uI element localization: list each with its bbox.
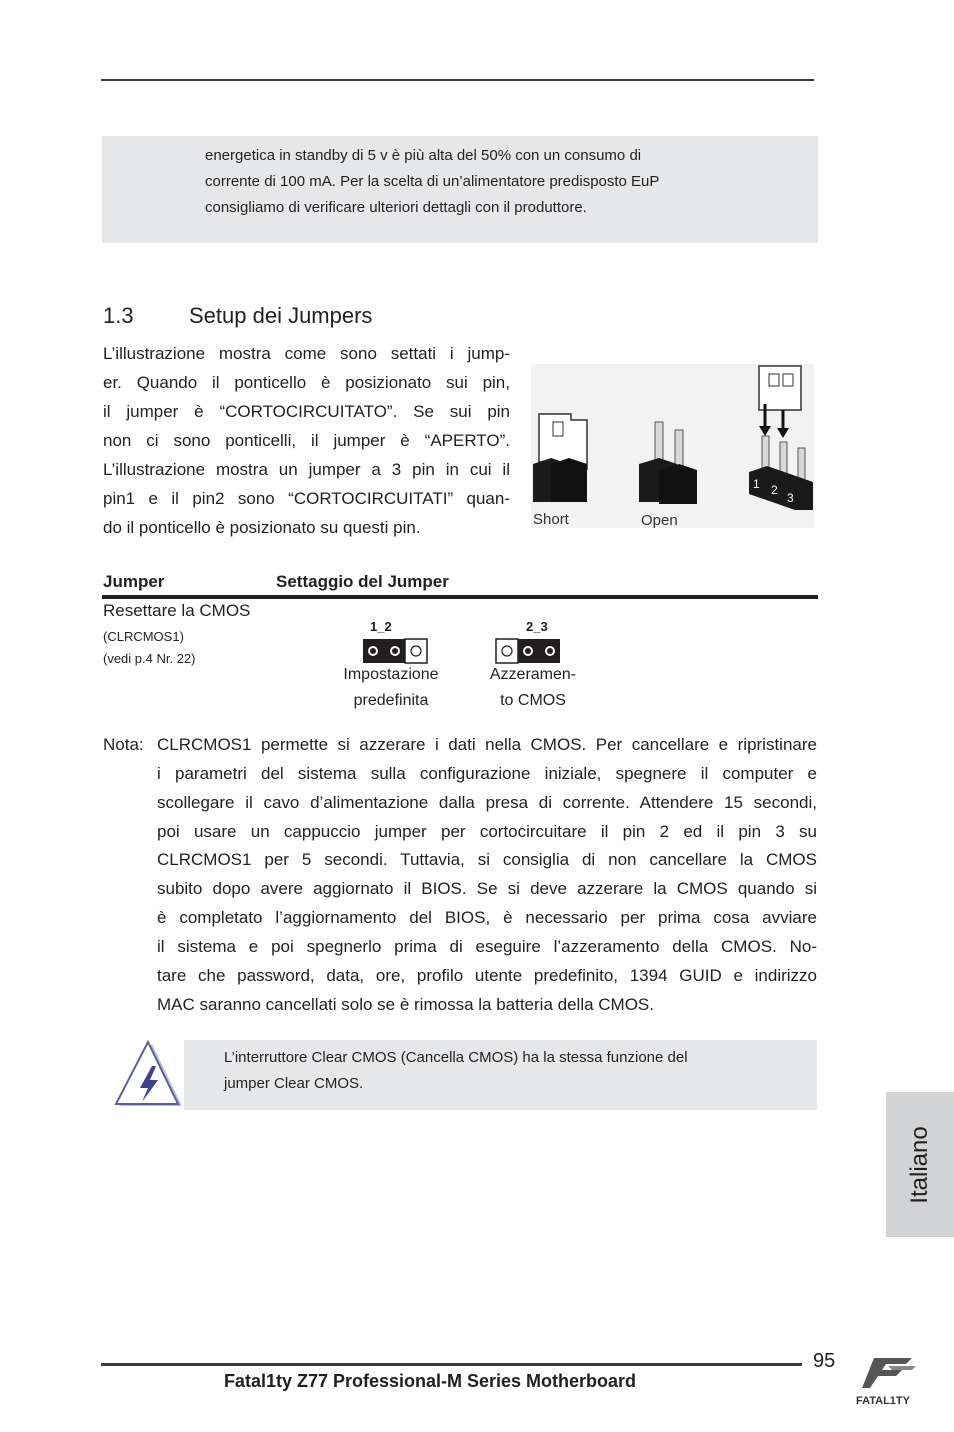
note-line: poi usare un cappuccio jumper per cortocircuitare il pin 2 ed il pin 3 su [157, 822, 817, 841]
pin-setting-label: 2_3 [526, 619, 548, 634]
intro-paragraph [103, 339, 510, 542]
jumper-page-ref: (vedi p.4 Nr. 22) [103, 651, 196, 666]
jumper-setting-1-2-icon [362, 638, 430, 664]
jumper-setting-2-3-icon [494, 638, 562, 664]
jumper-id: (CLRCMOS1) [103, 629, 184, 644]
note-line: CLRCMOS1 per 5 secondi. Tuttavia, si consiglia di non cancellare la CMOS [157, 850, 817, 869]
fatal1ty-logo [852, 1352, 936, 1410]
note-line: scollegare il cavo d’alimentazione dalla presa di corrente. Attendere 15 secondi, [157, 793, 817, 812]
open-label: Open [641, 512, 678, 528]
language-tab-label: Italiano [906, 1125, 933, 1204]
top-note-line: consigliamo di verificare ulteriori dettagli con il produttore. [205, 199, 587, 216]
setting-1-2-line2: predefinita [353, 692, 429, 709]
open-jumper-graphic [639, 422, 697, 504]
top-note-line: energetica in standby di 5 v è più alta del 50% con un consumo di [205, 147, 642, 164]
warning-line: jumper Clear CMOS. [224, 1075, 364, 1092]
setting-1-2-line1: Impostazione [343, 666, 439, 683]
footer-rule [101, 1363, 802, 1366]
section-number: 1.3 [103, 303, 134, 328]
header-rule [101, 79, 814, 81]
table-header-jumper: Jumper [103, 572, 165, 591]
pin-setting-label: 1_2 [370, 619, 392, 634]
setting-2-3-line2: to CMOS [500, 692, 566, 709]
language-tab [886, 1092, 954, 1237]
footer-title: Fatal1ty Z77 Professional-M Series Motherboard [223, 1371, 637, 1391]
warning-line: L’interruttore Clear CMOS (Cancella CMOS) ha la stessa funzione del [224, 1049, 688, 1066]
warning-note-box [184, 1040, 817, 1110]
table-header-rule [102, 595, 818, 599]
jumper-name: Resettare la CMOS [103, 601, 251, 620]
page-number: 95 [813, 1350, 836, 1372]
logo-text: FATAL1TY [856, 1395, 910, 1407]
note-label: Nota: [103, 735, 144, 754]
jumper-illustration [531, 364, 814, 528]
table-header-setting: Settaggio del Jumper [276, 572, 449, 591]
top-note-line: corrente di 100 mA. Per la scelta di un’alimentatore predisposto EuP [205, 173, 660, 190]
intro-line: L’illustrazione mostra un jumper a 3 pin in cui il [103, 460, 510, 479]
pin-number-label: 1 [753, 477, 760, 491]
note-line: i parametri del sistema sulla configurazione iniziale, spegnere il computer e [157, 764, 817, 783]
pin-number-label: 3 [787, 491, 794, 505]
jumper-diagram [531, 364, 814, 528]
three-pin-jumper-graphic [749, 366, 813, 510]
note-line: subito dopo avere aggiornato il BIOS. Se si deve azzerare la CMOS quando si [157, 879, 817, 898]
intro-line: do il ponticello è posizionato su questi pin. [103, 518, 421, 537]
top-note-box [102, 136, 818, 243]
intro-line: non ci sono ponticelli, il jumper è “APERTO”. [103, 431, 510, 450]
intro-line: L’illustrazione mostra come sono settati i jump- [103, 344, 510, 363]
intro-line: il jumper è “CORTOCIRCUITATO”. Se sui pin [103, 402, 510, 421]
note-line: tare che password, data, ore, profilo utente predefinito, 1394 GUID e indirizzo [157, 966, 817, 985]
short-label: Short [533, 511, 569, 528]
note-line: CLRCMOS1 permette si azzerare i dati nella CMOS. Per cancellare e ripristinare [157, 735, 817, 754]
intro-line: pin1 e il pin2 sono “CORTOCIRCUITATI” quan- [103, 489, 510, 508]
warning-lightning-icon [112, 1040, 186, 1110]
note-line: è completato l’aggiornamento del BIOS, è necessario per prima cosa avviare [157, 908, 817, 927]
note-line: il sistema e poi spegnerlo prima di eseguire l’azzeramento della CMOS. No- [157, 937, 817, 956]
section-title: Setup dei Jumpers [189, 303, 373, 328]
intro-line: er. Quando il ponticello è posizionato sui pin, [103, 373, 510, 392]
note-line: MAC saranno cancellati solo se è rimossa la batteria della CMOS. [157, 995, 654, 1014]
setting-2-3-line1: Azzeramen- [489, 666, 577, 683]
short-jumper-graphic [533, 414, 587, 502]
pin-number-label: 2 [771, 483, 778, 497]
